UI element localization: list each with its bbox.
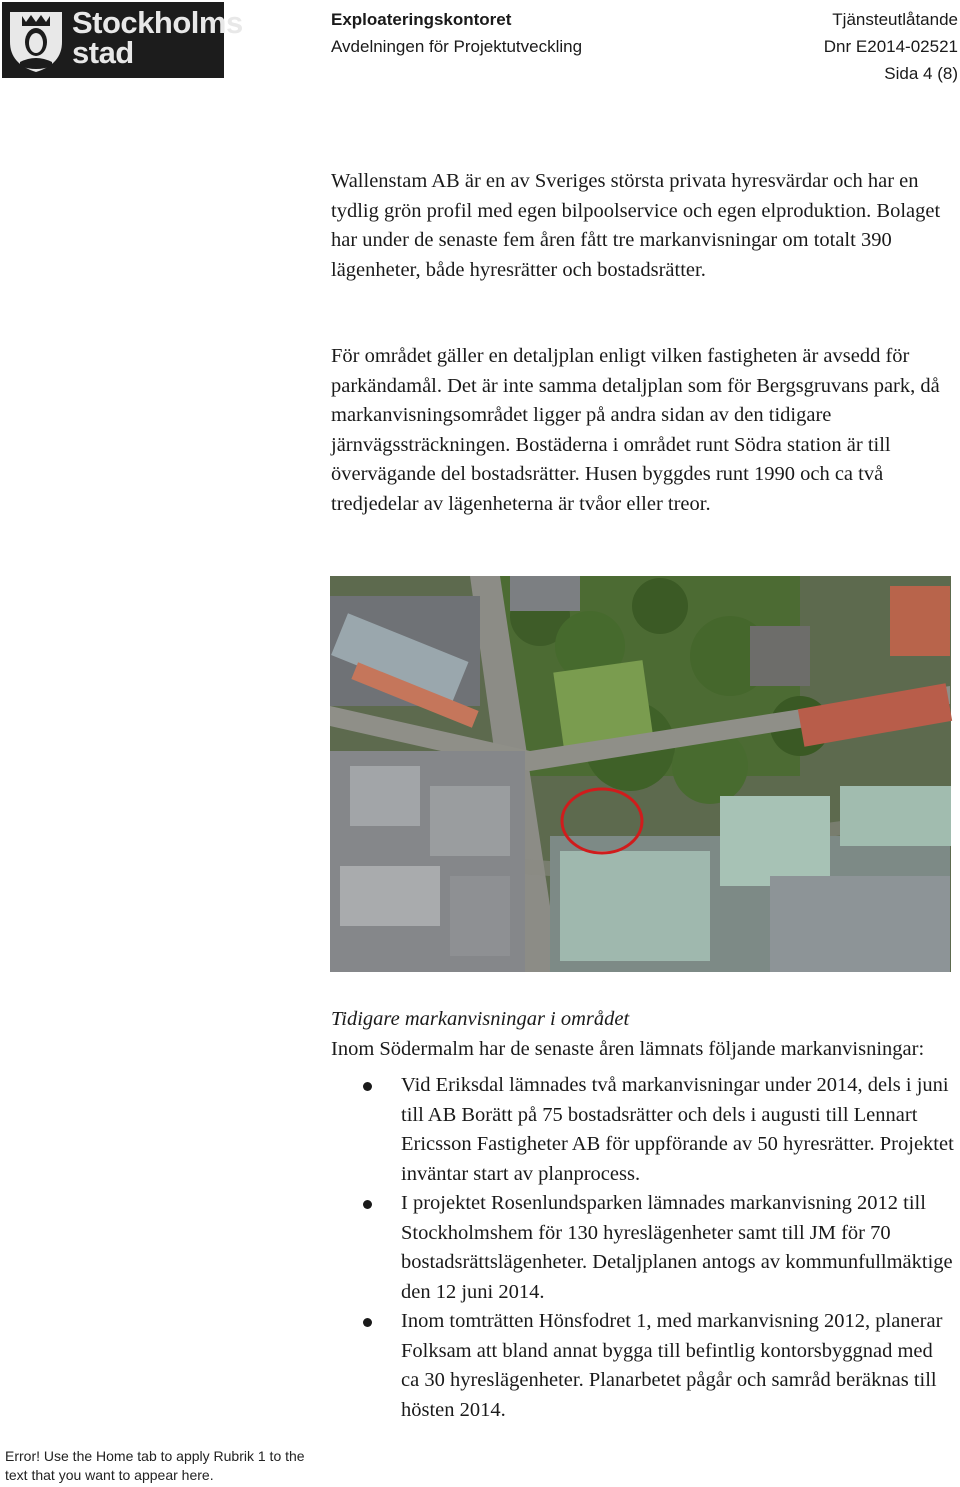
- document-type: Tjänsteutlåtande: [832, 10, 958, 29]
- logo-line-1: Stockholms: [72, 5, 243, 40]
- paragraph-wallenstam: [331, 167, 956, 285]
- organization-name: Exploateringskontoret: [331, 10, 512, 29]
- bullet-icon: [363, 1082, 372, 1091]
- list-item: [331, 1307, 956, 1425]
- list-item-text: I projektet Rosenlundsparken lämnades markanvisning 2012 till Stockholmshem för 130 hyreslägenheter samt till JM för 70 bostadsrättslägenheter. Detaljplanen antogs av kommunfullmäktige den 12 juni 2014.: [401, 1192, 953, 1303]
- logo-wordmark: [72, 5, 243, 70]
- paragraph-text: För området gäller en detaljplan enligt vilken fastigheten är avsedd för parkändamål. Det är inte samma detaljplan som för Bergsgruvans park, då markanvisningsområdet ligger på andra sidan av den tidigare järnvägssträckningen. Bostäderna i området runt Södra station är till övervägande del bostadsrätter. Husen byggdes runt 1990 och ca två tredjedelar av lägenheterna är tvåor eller treor.: [331, 345, 940, 515]
- section-intro: Inom Södermalm har de senaste åren lämnats följande markanvisningar:: [331, 1037, 925, 1060]
- page-number: Sida 4 (8): [884, 64, 958, 83]
- document-number: Dnr E2014-02521: [823, 37, 958, 56]
- section-subheading: Tidigare markanvisningar i området: [331, 1008, 630, 1030]
- crowned-head-emblem-icon: [6, 6, 66, 74]
- bullet-icon: [363, 1200, 372, 1209]
- list-item-text: Inom tomträtten Hönsfodret 1, med markanvisning 2012, planerar Folksam att bland annat bygga till befintlig kontorsbyggnad med ca 30 hyreslägenheter. Planarbetet pågår och samråd beräknas till hösten 2014.: [401, 1310, 943, 1421]
- allocation-list: [331, 1071, 956, 1425]
- section-previous-allocations: [331, 1005, 956, 1425]
- paragraph-text: Wallenstam AB är en av Sveriges största privata hyresvärdar och har en tydlig grön profil med egen bilpoolservice och egen elproduktion. Bolaget har under de senaste fem åren fått tre markanvisningar om totalt 390 lägenheter, både hyresrätter och bostadsrätter.: [331, 170, 941, 281]
- list-item-text: Vid Eriksdal lämnades två markanvisningar under 2014, dels i juni till AB Borätt på 75 bostadsrätter och dels i augusti till Lennart Ericsson Fastigheter AB för uppförande av 50 hyresrätter. Projektet inväntar start av planprocess.: [401, 1074, 954, 1185]
- margin-error-note: Error! Use the Home tab to apply Rubrik 1 to the text that you want to appear here.: [5, 1448, 305, 1483]
- department-name: Avdelningen för Projektutveckling: [331, 37, 583, 56]
- stockholms-stad-logo: [2, 2, 243, 78]
- logo-line-2: stad: [72, 35, 134, 70]
- paragraph-detaljplan: [331, 342, 956, 519]
- header-left: [331, 6, 582, 60]
- header-right: [824, 6, 958, 87]
- list-item: [331, 1071, 956, 1189]
- bullet-icon: [363, 1318, 372, 1327]
- list-item: [331, 1189, 956, 1307]
- aerial-photo: [330, 576, 951, 972]
